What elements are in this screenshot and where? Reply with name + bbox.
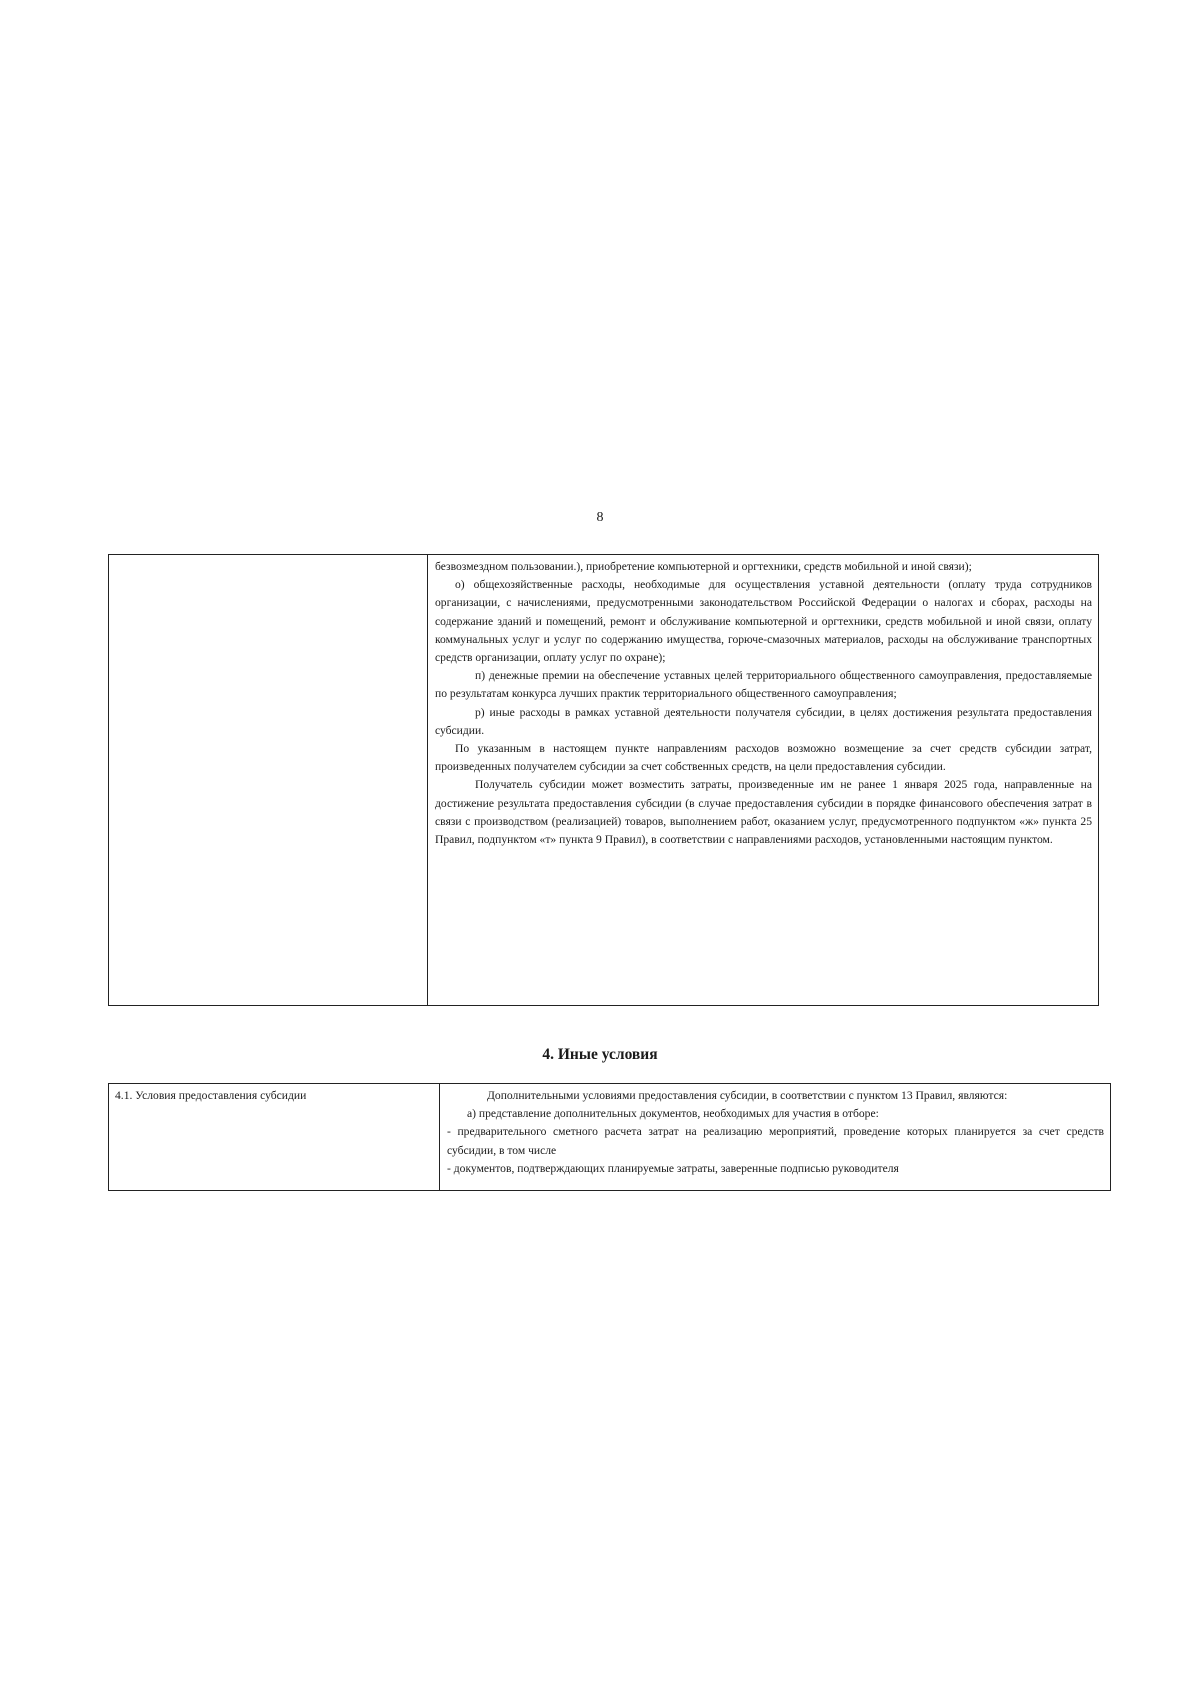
paragraph-continuation: безвозмездном пользовании.), приобретение компьютерной и оргтехники, средств мобильной и иной связи); (435, 560, 972, 573)
section-heading: 4. Иные условия (542, 1046, 658, 1063)
table-cell-right (428, 555, 1099, 1006)
table-row (109, 555, 1099, 1006)
table-cell-left (109, 555, 428, 1006)
paragraph-item-o: о) общехозяйственные расходы, необходимые для осуществления уставной деятельности (оплату труда сотрудников организации, с начислениями, предусмотренными законодательством Российской Федерации о налогах и сборах, расходы на содержание зданий и помещений, ремонт и обслуживание компьютерной и оргтехники, средств мобильной и иной связи, оплату коммунальных услуг и услуг по содержанию имущества, горюче-смазочных материалов, расходы на обслуживание транспортных средств организации, оплату услуг по охране); (435, 578, 1092, 665)
paragraph-item-p: п) денежные премии на обеспечение уставных целей территориального общественного самоуправления, предоставляемые по результатам конкурса лучших практик территориального общественного самоуправления; (435, 669, 1092, 701)
paragraph-reimbursement: По указанным в настоящем пункте направлениям расходов возможно возмещение за счет средств субсидии затрат, произведенных получателем субсидии за счет собственных средств, на цели предоставления субсидии. (435, 742, 1092, 774)
page-number: 8 (596, 510, 604, 525)
paragraph-estimate: - предварительного сметного расчета затрат на реализацию мероприятий, проведение которых планируется за счет средств субсидии, в том числе (447, 1125, 1104, 1157)
paragraph-additional-conditions: Дополнительными условиями предоставления субсидии, в соответствии с пунктом 13 Правил, являются: (487, 1089, 1008, 1102)
table-row (109, 1084, 1111, 1191)
table-cell-left (109, 1084, 440, 1191)
other-conditions-table (108, 1083, 1111, 1191)
paragraph-recipient-costs: Получатель субсидии может возместить затраты, произведенные им не ранее 1 января 2025 года, направленные на достижение результата предоставления субсидии (в случае предоставления субсидии в порядке финансового обеспечения затрат в связи с производством (реализацией) товаров, выполнением работ, оказанием услуг, предусмотренного подпунктом «ж» пункта 25 Правил, подпунктом «т» пункта 9 Правил), в соответствии с направлениями расходов, установленными настоящим пунктом. (435, 778, 1092, 847)
table-cell-right (440, 1084, 1111, 1191)
paragraph-item-r: р) иные расходы в рамках уставной деятельности получателя субсидии, в целях достижения результата предоставления субсидии. (435, 705, 1092, 737)
expense-directions-table (108, 554, 1099, 1006)
paragraph-item-a: а) представление дополнительных документов, необходимых для участия в отборе: (467, 1107, 879, 1121)
condition-label: 4.1. Условия предоставления субсидии (115, 1089, 307, 1102)
paragraph-documents: - документов, подтверждающих планируемые затраты, заверенные подписью руководителя (447, 1161, 899, 1175)
